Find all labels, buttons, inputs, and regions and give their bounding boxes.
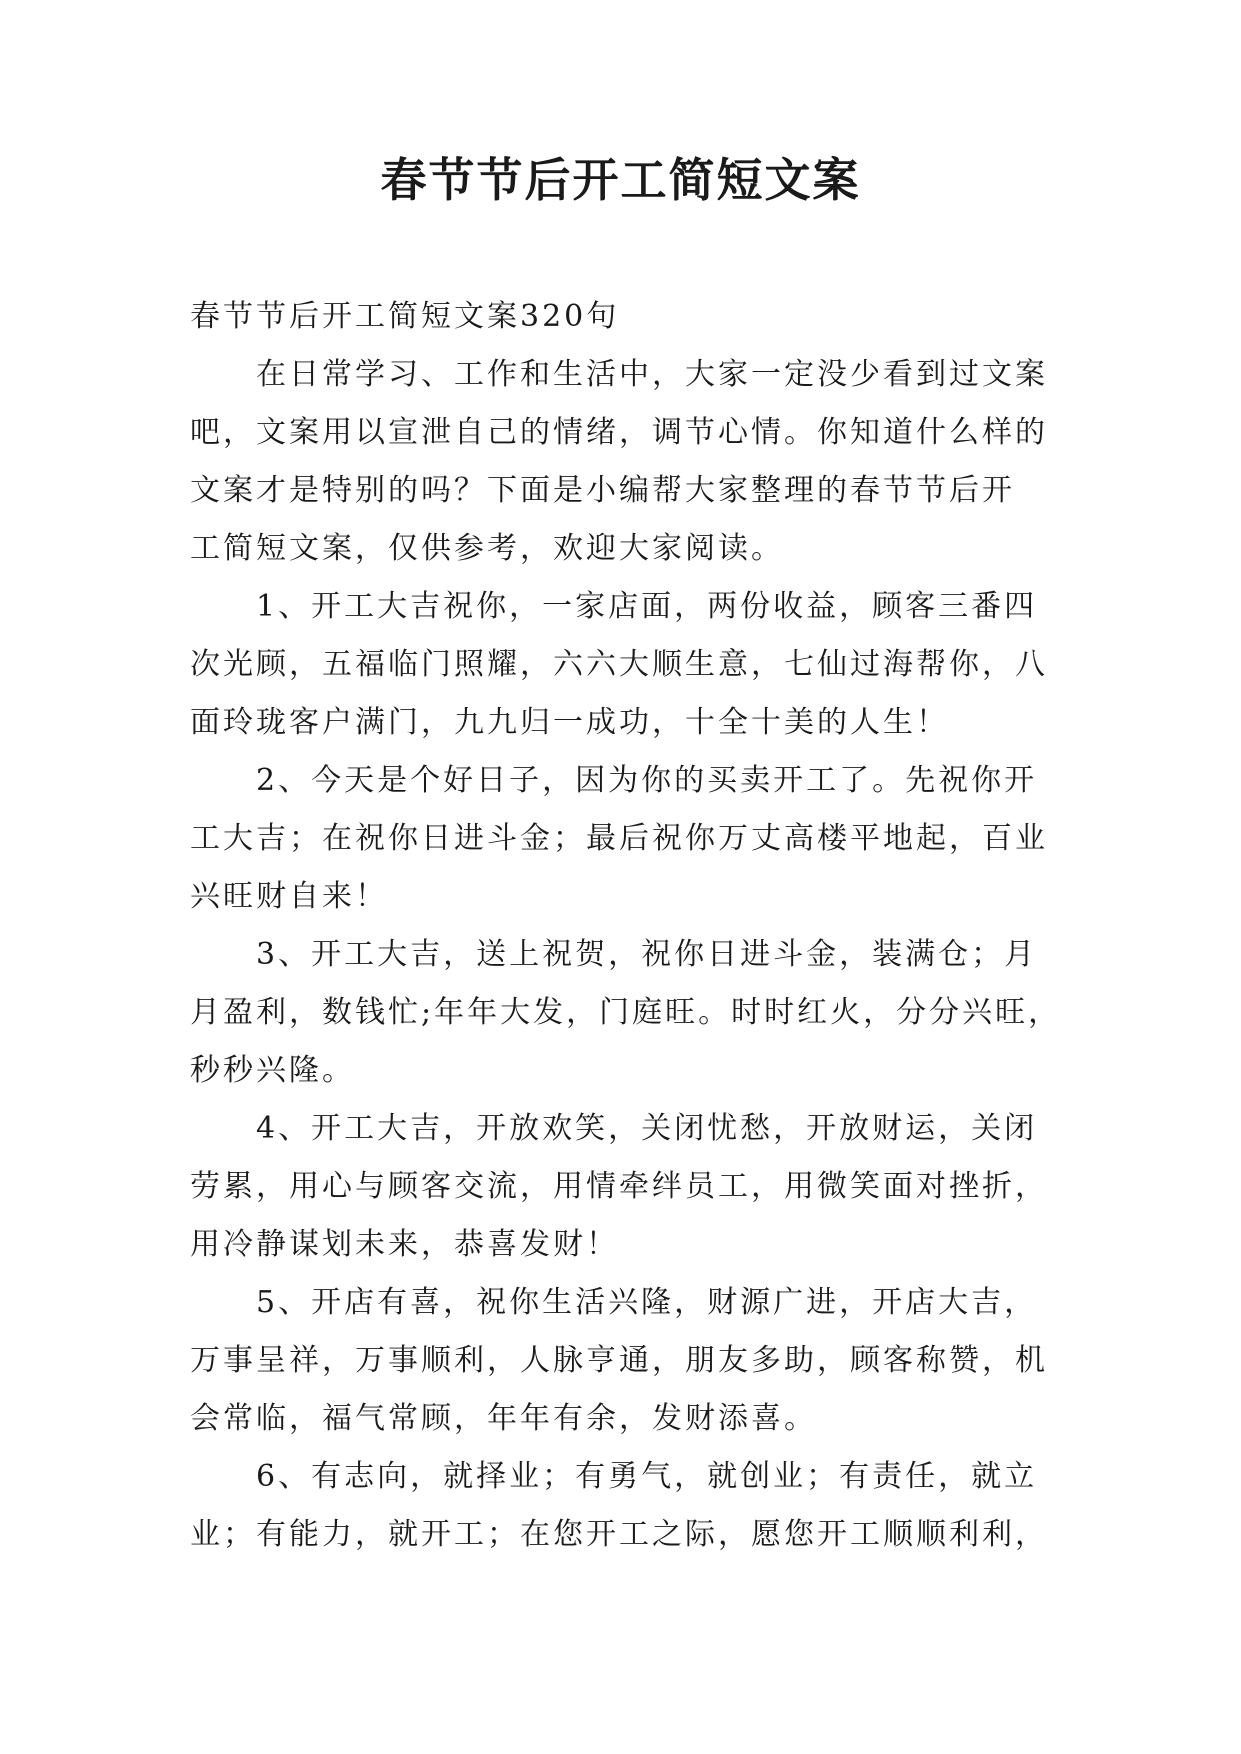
- paragraph-line: 工大吉；在祝你日进斗金；最后祝你万丈高楼平地起，百业: [190, 821, 1048, 856]
- paragraph-line: 业；有能力，就开工；在您开工之际，愿您开工顺顺利利，: [190, 1517, 1048, 1552]
- paragraph-line: 工简短文案，仅供参考，欢迎大家阅读。: [190, 531, 784, 566]
- paragraph-line: 万事呈祥，万事顺利，人脉亨通，朋友多助，顾客称赞，机: [190, 1343, 1048, 1378]
- document-body: [190, 288, 1060, 1564]
- paragraph-line: 在日常学习、工作和生活中，大家一定没少看到过文案: [256, 357, 1048, 392]
- paragraph-line: 兴旺财自来！: [190, 879, 388, 914]
- document-subtitle: 春节节后开工简短文案320句: [190, 299, 620, 334]
- paragraph-line: 4、开工大吉，开放欢笑，关闭忧愁，开放财运，关闭: [256, 1111, 1038, 1146]
- paragraph-line: 3、开工大吉，送上祝贺，祝你日进斗金，装满仓；月: [256, 937, 1038, 972]
- paragraph-line: 吧，文案用以宣泄自己的情绪，调节心情。你知道什么样的: [190, 415, 1048, 450]
- paragraph-line: 用冷静谋划未来，恭喜发财！: [190, 1227, 619, 1262]
- paragraph-line: 6、有志向，就择业；有勇气，就创业；有责任，就立: [256, 1459, 1038, 1494]
- paragraph-line: 1、开工大吉祝你，一家店面，两份收益，顾客三番四: [256, 589, 1038, 624]
- paragraph-line: 5、开店有喜，祝你生活兴隆，财源广进，开店大吉，: [256, 1285, 1038, 1320]
- paragraph-line: 次光顾，五福临门照耀，六六大顺生意，七仙过海帮你，八: [190, 647, 1048, 682]
- document-title: 春节节后开工简短文案: [380, 153, 861, 207]
- paragraph-line: 文案才是特别的吗？下面是小编帮大家整理的春节节后开: [190, 473, 1015, 508]
- paragraph-line: 劳累，用心与顾客交流，用情牵绊员工，用微笑面对挫折，: [190, 1169, 1048, 1204]
- paragraph-line: 面玲珑客户满门，九九归一成功，十全十美的人生！: [190, 705, 949, 740]
- paragraph-line: 月盈利，数钱忙;年年大发，门庭旺。时时红火，分分兴旺，: [190, 995, 1062, 1030]
- paragraph-line: 2、今天是个好日子，因为你的买卖开工了。先祝你开: [256, 763, 1038, 798]
- paragraph-line: 秒秒兴隆。: [190, 1053, 355, 1088]
- paragraph-line: 会常临，福气常顾，年年有余，发财添喜。: [190, 1401, 817, 1436]
